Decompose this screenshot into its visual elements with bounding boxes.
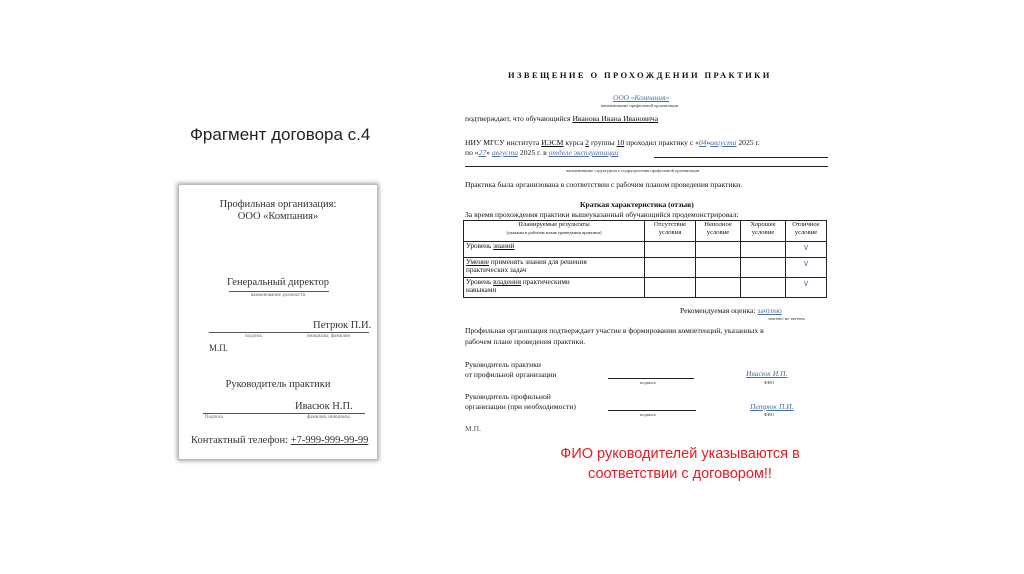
row-3-suffix: практическими (521, 278, 570, 286)
recommended-label: Рекомендуемая оценка: (680, 306, 758, 315)
supervisor-sign-line (203, 413, 365, 414)
phone-number: +7-999-999-99-99 (290, 435, 369, 446)
end-year: 2025 г. в (518, 148, 549, 157)
row-2-keyword: Умение (466, 258, 490, 266)
end-day: 27 (478, 148, 487, 157)
doc-stamp: М.П. (465, 424, 482, 433)
supervisor-name: Ивасюк Н.П. (295, 401, 353, 412)
director-title: Генеральный директор (227, 277, 329, 288)
organized-text: Практика была организована в соответствии с рабочим планом проведения практики. (465, 180, 743, 189)
signature-caption-2: Подпись (205, 415, 224, 420)
header-results-label: Планируемые результаты (518, 221, 590, 228)
dept-line (654, 157, 828, 158)
head1-label-1: Руководитель практики (465, 360, 541, 369)
table-header-row (464, 221, 827, 242)
org-name: ООО «Компания» (237, 211, 319, 222)
table-row (464, 258, 827, 278)
row-2-check: ∨ (802, 258, 810, 268)
end-month: августа (491, 148, 519, 157)
doc-org-name: ООО «Компания» (613, 93, 670, 102)
row-2-label (464, 258, 645, 278)
recommended-row (680, 306, 782, 315)
row-3-keyword: владения (493, 278, 522, 286)
header-absent: Отсутствие условия (645, 221, 696, 242)
row-3-check: ∨ (802, 278, 810, 288)
head1-sign-line (608, 378, 694, 379)
head1-name: Ивасюк И.П. (746, 369, 788, 378)
signature-caption: подпись (245, 334, 263, 339)
department: отделе эксплуатации (548, 148, 619, 157)
doc-title: ИЗВЕЩЕНИЕ О ПРОХОЖДЕНИИ ПРАКТИКИ (508, 70, 772, 80)
director-name: Петрюк П.И. (313, 320, 372, 331)
head1-label-2: от профильной организации (465, 370, 557, 379)
practice-line-2: по «27» августа 2025 г. в отделе эксплуатации (465, 148, 619, 157)
head2-sign-line (608, 410, 696, 411)
row-2-suffix: применять знания для решения (489, 258, 587, 266)
phone-label: Контактный телефон: (191, 435, 289, 446)
student-name: Иванова Ивана Ивановича (572, 114, 659, 123)
line1-b: курса (563, 138, 586, 147)
start-month: августа (710, 138, 737, 147)
head2-label-2: организации (при необходимости) (465, 402, 576, 411)
dept-line-2 (465, 166, 828, 167)
evaluation-table (463, 220, 827, 298)
head1-fio-caption: ФИО (764, 380, 775, 385)
row-1-label (464, 242, 645, 258)
row-3-line2: навыками (466, 286, 497, 294)
course: 2 (585, 138, 590, 147)
supervisor-title: Руководитель практики (225, 379, 331, 390)
line1-d: проходил практику с « (624, 138, 699, 147)
initials-caption: инициалы, фамилия (307, 334, 350, 339)
head2-sign-caption: подпись (640, 412, 656, 417)
summary-title: Краткая характеристика (отзыв) (580, 200, 694, 209)
contract-fragment (178, 184, 378, 460)
org-label: Профильная организация: (219, 199, 337, 210)
line2-a: по « (465, 148, 479, 157)
head1-sign-caption: подпись (640, 380, 656, 385)
name-caption-2: фамилия, инициалы (307, 415, 350, 420)
doc-org-caption: наименование профильной организации (601, 103, 679, 108)
confirms-line (465, 114, 658, 123)
row-2-line2: практических задач (466, 266, 527, 274)
dept-caption: наименование структурного подразделения профильной организации (566, 168, 700, 173)
header-excellent: Отличное условие (786, 221, 827, 242)
position-line (229, 291, 329, 292)
head2-name: Петрюк П.И. (750, 402, 794, 411)
line1-c: группы (589, 138, 617, 147)
header-results (464, 221, 645, 242)
row-1-prefix: Уровень (466, 242, 494, 250)
row-3-prefix: Уровень (466, 278, 494, 286)
start-year: 2025 г. (736, 138, 760, 147)
table-row (464, 278, 827, 298)
grade-value: зачтено (757, 306, 782, 315)
stamp-label: М.П. (209, 343, 229, 353)
header-good: Хорошее условие (741, 221, 786, 242)
position-caption: наименование должности (250, 293, 306, 298)
header-partial: Неполное условие (696, 221, 741, 242)
director-sign-line (209, 332, 369, 333)
practice-line-1: НИУ МГСУ института ИЭСМ курса 2 группы 10 проходил практику с «04»августа 2025 г. (465, 138, 760, 147)
row-3-label (464, 278, 645, 298)
table-row (464, 242, 827, 258)
start-day: 04 (698, 138, 707, 147)
group: 10 (616, 138, 625, 147)
institute: ИЭСМ (541, 138, 564, 147)
competence-text-2: рабочем плане проведения практики. (465, 337, 586, 346)
summary-intro: За время прохождения практики вышеуказанный обучающийся продемонстрировал: (465, 210, 739, 219)
head2-label-1: Руководитель профильной (465, 392, 551, 401)
line1-a: НИУ МГСУ института (465, 138, 542, 147)
red-note: ФИО руководителей указываются в соответствии с договором!! (560, 446, 800, 482)
row-1-keyword: знаний (493, 242, 515, 250)
header-results-sub: (указаны в рабочем плане проведения практики) (506, 230, 602, 235)
phone-row (191, 435, 368, 446)
grade-caption: зачтено/ не зачтено (768, 316, 805, 321)
competence-text-1: Профильная организация подтверждает участие в формировании компетенций, указанных в (465, 326, 764, 335)
row-1-check: ∨ (802, 242, 810, 252)
confirms-prefix: подтверждает, что обучающийся (465, 114, 573, 123)
head2-fio-caption: ФИО (764, 412, 775, 417)
slide-caption: Фрагмент договора с.4 (190, 125, 371, 144)
